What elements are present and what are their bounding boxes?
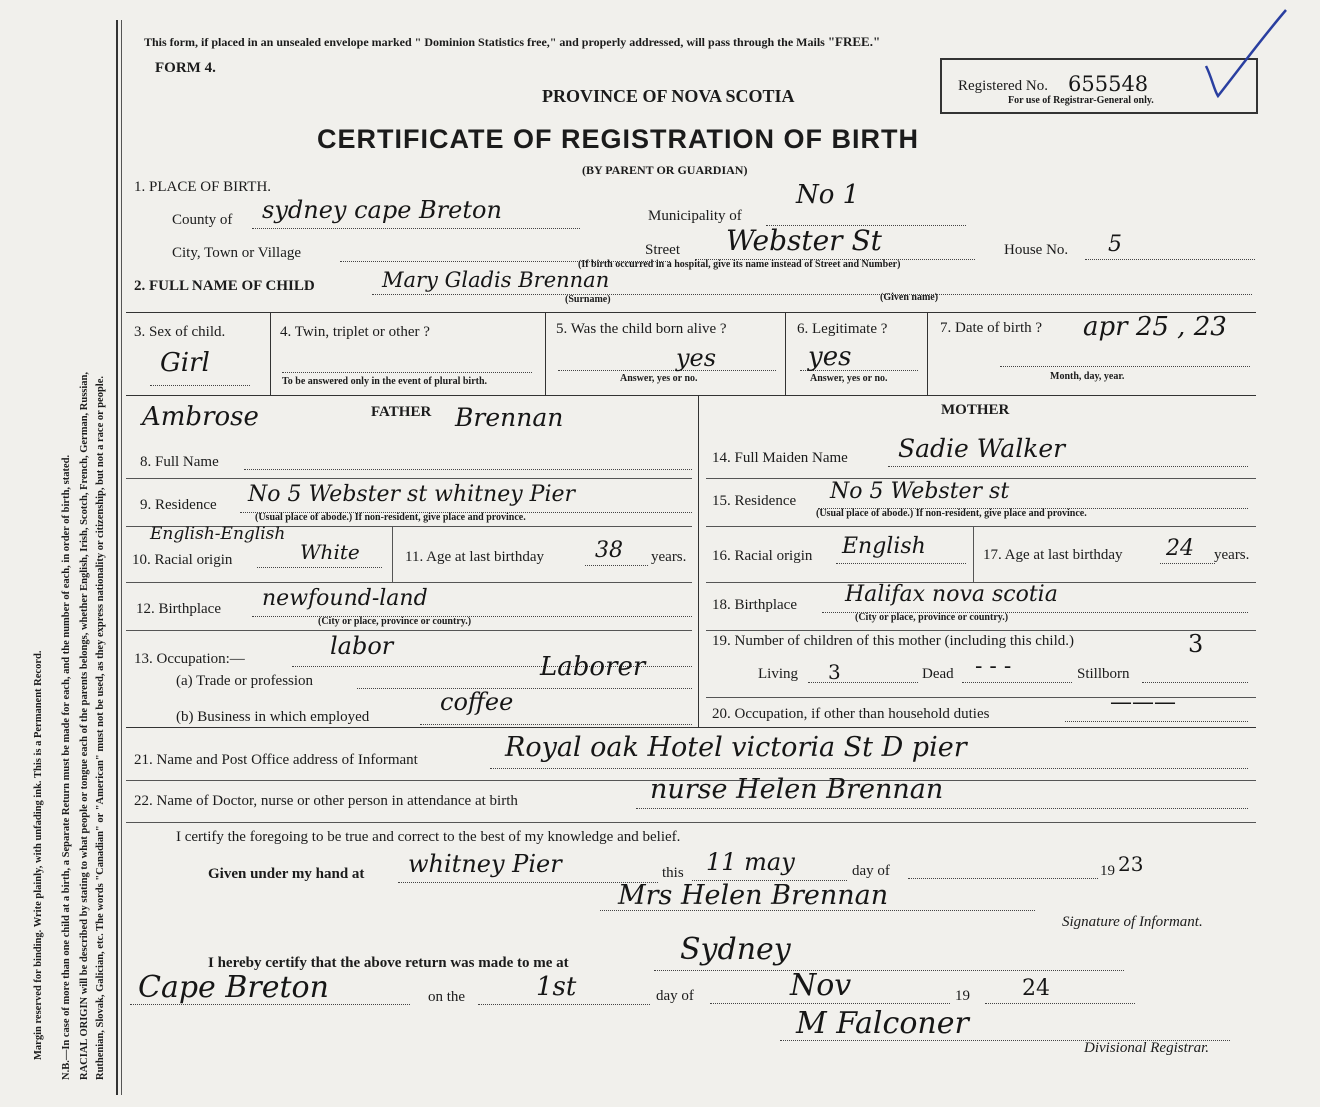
child-name-label: 2. FULL NAME OF CHILD: [134, 278, 315, 294]
day-of-label: day of: [852, 863, 890, 879]
alive-label: 5. Was the child born alive ?: [556, 321, 727, 337]
mother-residence-label: 15. Residence: [712, 493, 797, 509]
mother-living-value: 3: [828, 660, 841, 684]
sex-label: 3. Sex of child.: [134, 324, 226, 340]
mother-children-label: 19. Number of children of this mother (including this child.): [712, 633, 1075, 649]
father-fullname-label: 8. Full Name: [140, 454, 219, 470]
mother-occupation-value: ———: [1110, 690, 1176, 715]
legit-value: yes: [808, 342, 852, 372]
surname-note: (Surname): [565, 294, 611, 305]
dob-note: Month, day, year.: [1050, 371, 1125, 382]
twin-note: To be answered only in the event of plural birth.: [282, 376, 488, 387]
sex-value: Girl: [160, 348, 210, 378]
registrar-signature: M Falconer: [796, 1006, 969, 1041]
father-occupation-value: labor: [330, 632, 394, 660]
father-residence-note: (Usual place of abode.) If non-resident, give place and province.: [255, 512, 526, 523]
registrar-statement: I hereby certify that the above return was made to me at: [208, 955, 569, 971]
this-value: 11 may: [706, 848, 795, 876]
father-racial-value: White: [300, 540, 360, 564]
checkmark-icon: [1200, 8, 1300, 100]
child-name-value: Mary Gladis Brennan: [382, 268, 610, 292]
father-residence-value: No 5 Webster st whitney Pier: [248, 482, 576, 507]
county-value: sydney cape Breton: [262, 196, 502, 224]
mother-living-label: Living: [758, 666, 798, 682]
mother-residence-note: (Usual place of abode.) If non-resident, give place and province.: [816, 508, 1087, 519]
mother-heading: MOTHER: [941, 402, 1010, 418]
dob-value: apr 25 , 23: [1083, 312, 1227, 342]
mother-racial-label: 16. Racial origin: [712, 548, 813, 564]
mother-children-value: 3: [1188, 630, 1204, 658]
certificate-subtitle: (BY PARENT OR GUARDIAN): [582, 163, 748, 177]
mother-maiden-label: 14. Full Maiden Name: [712, 450, 848, 466]
mother-birthplace-label: 18. Birthplace: [712, 597, 797, 613]
given-place-value: whitney Pier: [408, 850, 562, 878]
certificate-title: CERTIFICATE OF REGISTRATION OF BIRTH: [317, 124, 919, 154]
father-business-value: coffee: [440, 688, 514, 716]
father-age-label: 11. Age at last birthday: [405, 549, 544, 565]
registrar-day: 1st: [536, 972, 577, 1002]
mother-dead-label: Dead: [922, 666, 954, 682]
father-racial-above: English-English: [150, 524, 286, 544]
mother-residence-value: No 5 Webster st: [830, 479, 1010, 504]
registered-note: For use of Registrar-General only.: [1008, 95, 1154, 106]
legit-label: 6. Legitimate ?: [797, 321, 888, 337]
father-racial-label: 10. Racial origin: [132, 552, 233, 568]
mother-birthplace-note: (City or place, province or country.): [855, 612, 1009, 623]
margin-note-4: Ruthenian, Slovak, Galician, etc. The words "Canadian" or "American" must not be used, as they express nationality or citizenship, but not a race or people.: [95, 375, 106, 1080]
margin-note-2: N.B.—In case of more than one child at a birth, a Separate Return must be made for each, and the number of each, in order of birth, stated.: [61, 454, 72, 1080]
street-value: Webster St: [726, 224, 882, 257]
doctor-value: nurse Helen Brennan: [650, 774, 944, 805]
mail-notice-text: This form, if placed in an unsealed envelope marked " Dominion Statistics free," and properly addressed, will pass through the Mails: [144, 35, 825, 49]
informant-signature-label: Signature of Informant.: [1062, 914, 1203, 930]
registrar-signature-label: Divisional Registrar.: [1084, 1040, 1210, 1056]
legit-note: Answer, yes or no.: [810, 373, 888, 384]
registrar-year-prefix: 19: [955, 988, 970, 1004]
father-age-value: 38: [595, 538, 623, 563]
year-value: 23: [1118, 852, 1144, 876]
margin-note-1: Margin reserved for binding. Write plainly, with unfading ink. This is a Permanent Record.: [33, 650, 44, 1060]
mother-occupation-label: 20. Occupation, if other than household duties: [712, 706, 990, 722]
city-label: City, Town or Village: [172, 245, 302, 261]
informant-label: 21. Name and Post Office address of Informant: [134, 752, 418, 768]
this-label: this: [662, 865, 684, 881]
registrar-county: Cape Breton: [138, 970, 329, 1005]
informant-signature: Mrs Helen Brennan: [618, 880, 889, 911]
informant-value: Royal oak Hotel victoria St D pier: [505, 732, 967, 763]
given-under-label: Given under my hand at: [208, 866, 365, 882]
binding-rule: [116, 20, 118, 1095]
on-the-label: on the: [428, 989, 466, 1005]
municipality-label: Municipality of: [648, 208, 742, 224]
street-label: Street: [645, 242, 680, 258]
year-prefix: 19: [1100, 863, 1115, 879]
province-heading: PROVINCE OF NOVA SCOTIA: [542, 86, 795, 106]
alive-note: Answer, yes or no.: [620, 373, 698, 384]
registrar-day-of-label: day of: [656, 988, 694, 1004]
father-years: years.: [651, 549, 687, 565]
father-business-label: (b) Business in which employed: [176, 709, 370, 725]
registrar-month: Nov: [790, 968, 852, 1003]
father-birthplace-value: newfound-land: [262, 586, 428, 611]
mother-maiden-value: Sadie Walker: [898, 434, 1066, 463]
registrar-place: Sydney: [680, 932, 791, 967]
mother-stillborn-label: Stillborn: [1077, 666, 1130, 682]
mother-racial-value: English: [842, 534, 926, 559]
registered-label: Registered No.: [958, 78, 1048, 94]
form-number: FORM 4.: [155, 60, 216, 76]
registrar-year: 24: [1022, 976, 1050, 1001]
father-trade-value: Laborer: [540, 652, 646, 682]
margin-note-3: RACIAL ORIGIN will be described by stating to what people or tongue each of the parents belongs, whether English, Irish, Scotch, French, German, Russian,: [79, 371, 90, 1080]
certify-statement: I certify the foregoing to be true and correct to the best of my knowledge and belief.: [176, 829, 681, 845]
dob-label: 7. Date of birth ?: [940, 320, 1043, 336]
father-surname-written: Brennan: [455, 403, 564, 432]
place-section-label: 1. PLACE OF BIRTH.: [134, 179, 272, 195]
mother-dead-value: - - -: [975, 654, 1012, 679]
mother-age-value: 24: [1166, 536, 1194, 561]
county-label: County of: [172, 212, 233, 228]
registered-value: 655548: [1068, 72, 1149, 96]
mail-notice: [144, 34, 880, 50]
father-heading: FATHER: [371, 404, 432, 420]
municipality-value: No 1: [796, 180, 860, 210]
father-given-written: Ambrose: [142, 402, 259, 432]
binding-rule-inner: [121, 20, 122, 1095]
father-residence-label: 9. Residence: [140, 497, 217, 513]
house-value: 5: [1108, 232, 1122, 257]
father-trade-label: (a) Trade or profession: [176, 673, 314, 689]
doctor-label: 22. Name of Doctor, nurse or other person in attendance at birth: [134, 793, 518, 809]
mail-notice-free: "FREE.": [827, 34, 881, 49]
father-occupation-label: 13. Occupation:—: [134, 651, 245, 667]
father-birthplace-note: (City or place, province or country.): [318, 616, 472, 627]
street-note: (If birth occurred in a hospital, give its name instead of Street and Number): [578, 259, 901, 270]
mother-birthplace-value: Halifax nova scotia: [845, 582, 1058, 607]
mother-years: years.: [1214, 547, 1250, 563]
twin-label: 4. Twin, triplet or other ?: [280, 324, 430, 340]
father-birthplace-label: 12. Birthplace: [136, 601, 221, 617]
alive-value: yes: [676, 344, 717, 372]
mother-age-label: 17. Age at last birthday: [983, 547, 1123, 563]
house-label: House No.: [1004, 242, 1069, 258]
given-note: (Given name): [880, 292, 939, 303]
